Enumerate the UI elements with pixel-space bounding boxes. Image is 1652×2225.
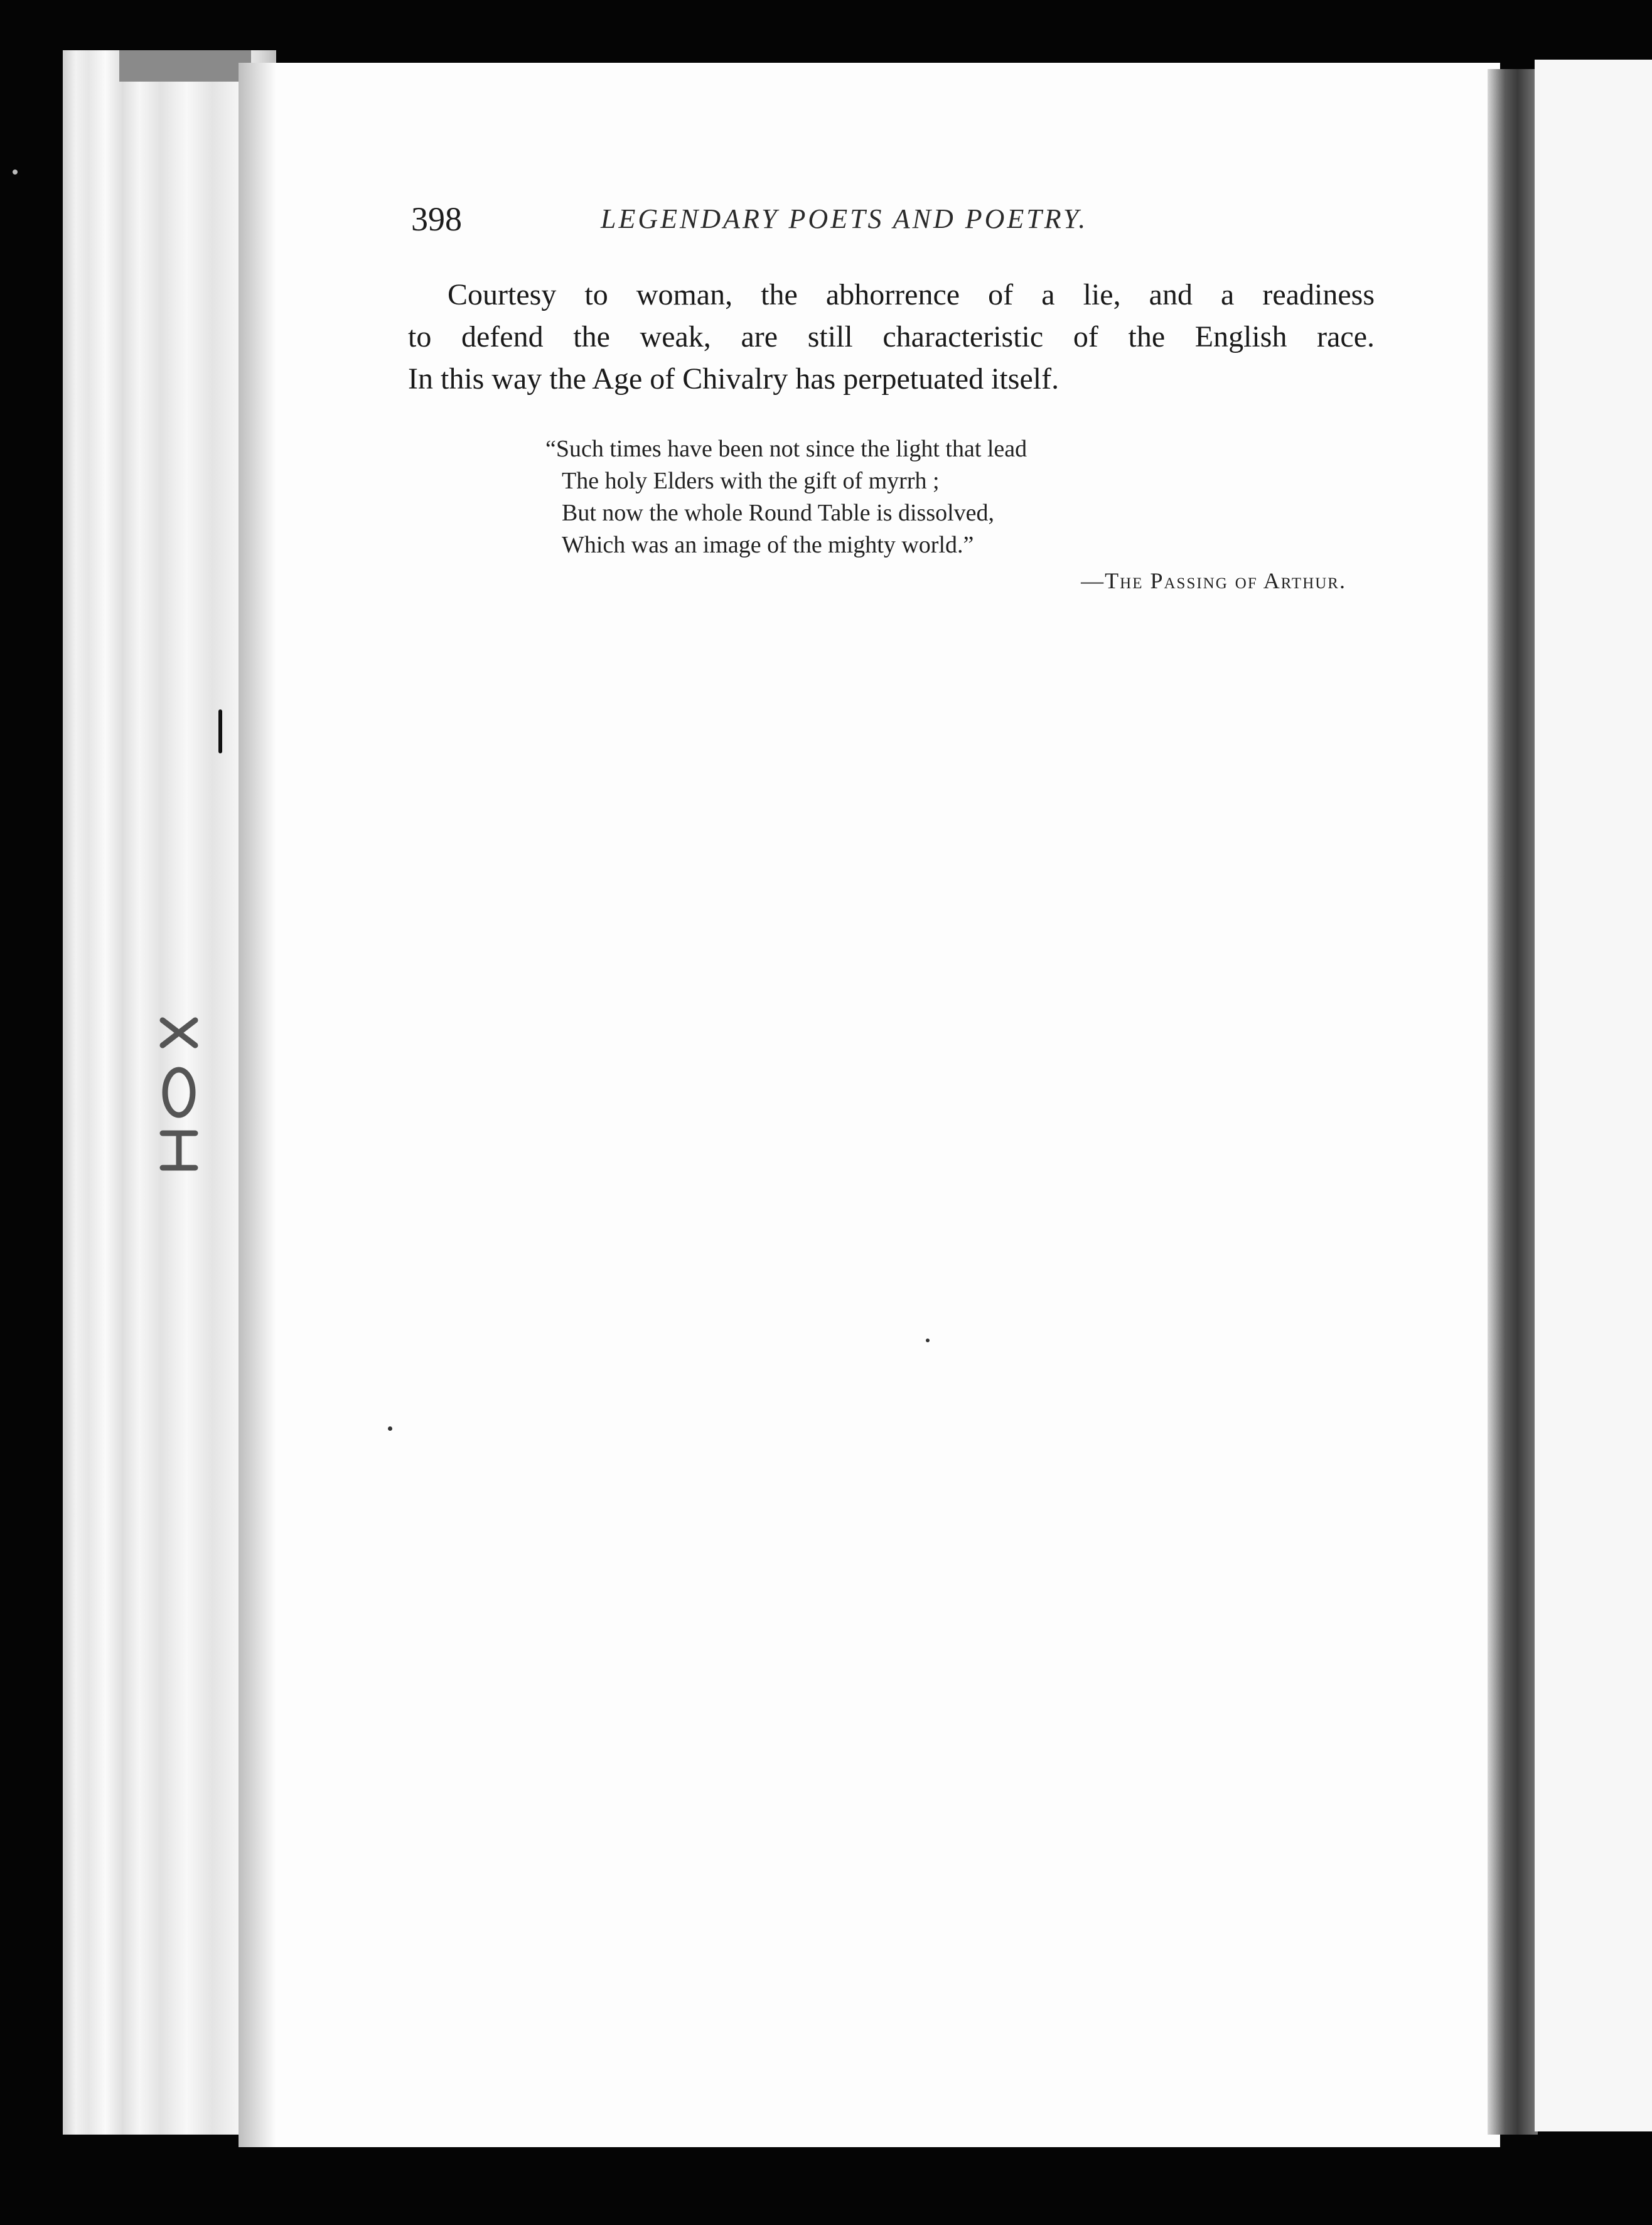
page-shadow	[239, 63, 276, 2147]
running-head	[411, 200, 1196, 244]
page-number: 398	[411, 200, 462, 238]
verse-quotation	[545, 433, 1346, 593]
running-title: LEGENDARY POETS AND POETRY.	[601, 203, 1088, 234]
verse-line: “Such times have been not since the light that lead	[545, 436, 1027, 462]
dust-speck	[13, 170, 18, 175]
dust-speck	[926, 1339, 930, 1342]
page-block-top-shadow	[119, 50, 251, 82]
dust-speck	[388, 1426, 392, 1431]
paragraph-line: to defend the weak, are still characteristic of the English race.	[408, 320, 1375, 353]
paragraph-line: In this way the Age of Chivalry has perpetuated itself.	[408, 362, 1059, 396]
book-gutter	[1488, 69, 1538, 2135]
edge-stamp-logo	[154, 1008, 204, 1177]
quotation-attribution: —The Passing of Arthur.	[1081, 568, 1346, 593]
verse-line: The holy Elders with the gift of myrrh ;	[562, 468, 940, 494]
verse-line: But now the whole Round Table is dissolved,	[562, 500, 995, 526]
edge-mark	[218, 709, 222, 753]
facing-page-edge	[1535, 60, 1652, 2131]
verse-line: Which was an image of the mighty world.”	[562, 532, 974, 558]
body-paragraph	[408, 274, 1375, 400]
paragraph-line: Courtesy to woman, the abhorrence of a lie, and a readiness	[448, 278, 1375, 311]
